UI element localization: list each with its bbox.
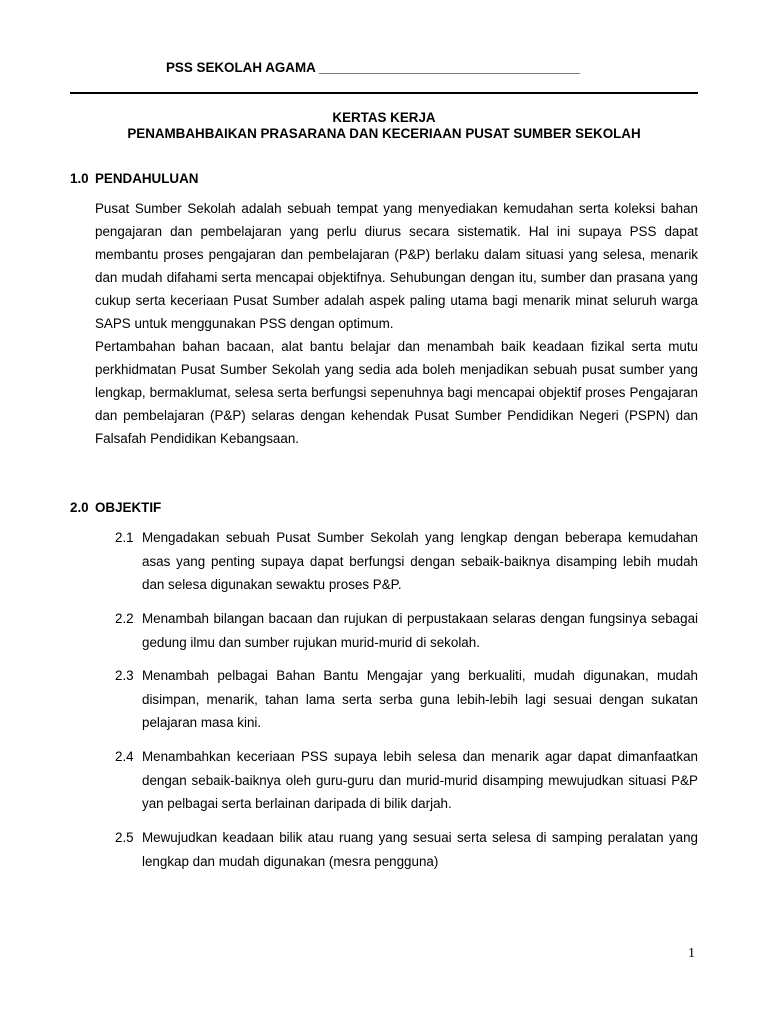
objective-item xyxy=(115,664,698,735)
objective-item xyxy=(115,826,698,873)
objective-number: 2.1 xyxy=(115,530,134,545)
section-1-paragraph-1: Pusat Sumber Sekolah adalah sebuah tempat yang menyediakan kemudahan serta koleksi bahan pengajaran dan pembelajaran yang perlu diurus secara sistematik. Hal ini supaya PSS dapat membantu proses pengajaran dan pembelajaran (P&P) berlaku dalam situasi yang selesa, menarik dan mudah difahami serta mencapai objektifnya. Sehubungan dengan itu, sumber dan prasana yang cukup serta keceriaan Pusat Sumber adalah aspek paling utama bagi menarik minat seluruh warga SAPS untuk menggunakan PSS dengan optimum. xyxy=(95,201,698,331)
objective-text: Mewujudkan keadaan bilik atau ruang yang sesuai serta selesa di samping peralatan yang lengkap dan mudah digunakan (mesra pengguna) xyxy=(142,830,698,869)
objective-number: 2.5 xyxy=(115,830,134,845)
objective-number: 2.4 xyxy=(115,749,134,764)
objective-text: Menambahkan keceriaan PSS supaya lebih selesa dan menarik agar dapat dimanfaatkan dengan sebaik-baiknya oleh guru-guru dan murid-murid disamping mewujudkan situasi P&P yan pelbagai serta berlainan daripada di bilik darjah. xyxy=(142,749,698,811)
section-1-title: PENDAHULUAN xyxy=(95,171,199,186)
document-title: KERTAS KERJA xyxy=(332,110,436,125)
school-header: PSS SEKOLAH AGAMA ___________________________________ xyxy=(166,60,580,75)
document-subtitle: PENAMBAHBAIKAN PRASARANA DAN KECERIAAN PUSAT SUMBER SEKOLAH xyxy=(127,126,641,141)
page-number: 1 xyxy=(688,946,695,961)
header-divider xyxy=(70,92,698,94)
objective-item xyxy=(115,745,698,816)
objective-item xyxy=(115,526,698,597)
section-1-paragraph-2: Pertambahan bahan bacaan, alat bantu belajar dan menambah baik keadaan fizikal serta mutu perkhidmatan Pusat Sumber Sekolah yang sedia ada boleh menjadikan sebuah pusat sumber yang lengkap, bermaklumat, selesa serta berfungsi sepenuhnya bagi mencapai objektif proses Pengajaran dan pembelajaran (P&P) selaras dengan kehendak Pusat Sumber Pendidikan Negeri (PSPN) dan Falsafah Pendidikan Kebangsaan. xyxy=(95,339,698,446)
objective-text: Mengadakan sebuah Pusat Sumber Sekolah yang lengkap dengan beberapa kemudahan asas yang penting supaya dapat berfungsi dengan sebaik-baiknya disamping lebih mudah dan selesa digunakan sewaktu proses P&P. xyxy=(142,530,698,592)
objective-item xyxy=(115,607,698,654)
objective-text: Menambah pelbagai Bahan Bantu Mengajar yang berkualiti, mudah digunakan, mudah disimpan, menarik, tahan lama serta serba guna lebih-lebih lagi sesuai dengan sukatan pelajaran masa kini. xyxy=(142,668,698,730)
objective-number: 2.3 xyxy=(115,668,134,683)
section-2-title: OBJEKTIF xyxy=(95,500,162,515)
section-2-number: 2.0 xyxy=(70,500,89,515)
objective-number: 2.2 xyxy=(115,611,134,626)
section-1-heading xyxy=(70,171,198,186)
section-2-heading xyxy=(70,500,161,515)
objective-text: Menambah bilangan bacaan dan rujukan di perpustakaan selaras dengan fungsinya sebagai gedung ilmu dan sumber rujukan murid-murid di sekolah. xyxy=(142,611,698,650)
section-1-number: 1.0 xyxy=(70,171,89,186)
